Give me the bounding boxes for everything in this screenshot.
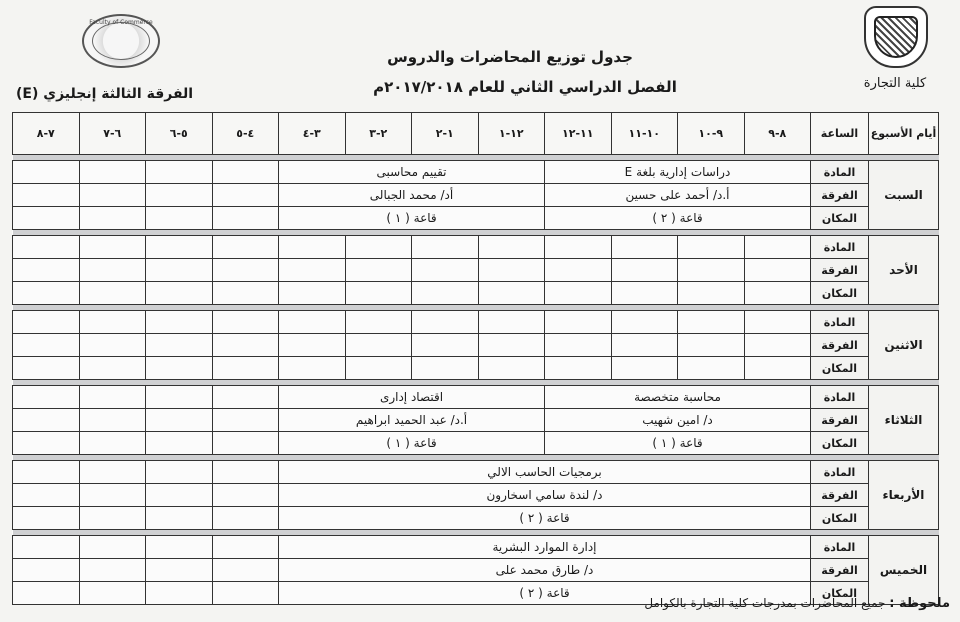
- course-subject: إدارة الموارد البشرية: [279, 536, 811, 559]
- days-corner-header: أيام الأسبوع: [869, 113, 939, 155]
- empty-slot: [212, 507, 279, 530]
- empty-slot: [212, 432, 279, 455]
- row-label: المادة: [811, 461, 869, 484]
- logo-ring: [92, 22, 150, 60]
- row-label: المكان: [811, 207, 869, 230]
- empty-slot: [545, 236, 612, 259]
- row-label: المادة: [811, 386, 869, 409]
- course-room: قاعة ( ٢ ): [279, 507, 811, 530]
- empty-slot: [412, 334, 479, 357]
- header-row: [13, 113, 939, 155]
- empty-slot: [146, 259, 213, 282]
- empty-slot: [412, 282, 479, 305]
- empty-slot: [79, 207, 146, 230]
- empty-slot: [79, 536, 146, 559]
- empty-slot: [478, 311, 545, 334]
- day-name: الخميس: [869, 536, 939, 605]
- schedule-row: [13, 357, 939, 380]
- empty-slot: [545, 282, 612, 305]
- time-slot-header: ٧-٨: [13, 113, 80, 155]
- empty-slot: [13, 484, 80, 507]
- empty-slot: [79, 184, 146, 207]
- time-slot-header: ٦-٧: [79, 113, 146, 155]
- empty-slot: [13, 334, 80, 357]
- empty-slot: [345, 357, 412, 380]
- row-label: الفرقة: [811, 484, 869, 507]
- empty-slot: [744, 311, 811, 334]
- row-label: المكان: [811, 357, 869, 380]
- empty-slot: [13, 386, 80, 409]
- empty-slot: [146, 386, 213, 409]
- course-subject: دراسات إدارية بلغة E: [545, 161, 811, 184]
- course-room: قاعة ( ١ ): [279, 432, 545, 455]
- schedule-table: [12, 112, 939, 605]
- empty-slot: [478, 236, 545, 259]
- empty-slot: [13, 311, 80, 334]
- empty-slot: [545, 259, 612, 282]
- empty-slot: [345, 311, 412, 334]
- time-slot-header: ٨-٩: [744, 113, 811, 155]
- empty-slot: [146, 184, 213, 207]
- empty-slot: [146, 559, 213, 582]
- empty-slot: [79, 559, 146, 582]
- faculty-logo-icon: [82, 14, 160, 68]
- course-lecturer: د/ امين شهيب: [545, 409, 811, 432]
- empty-slot: [79, 259, 146, 282]
- empty-slot: [146, 461, 213, 484]
- row-label: المكان: [811, 432, 869, 455]
- time-slot-header: ٩-١٠: [678, 113, 745, 155]
- empty-slot: [212, 184, 279, 207]
- row-label: المادة: [811, 236, 869, 259]
- schedule-row: [13, 236, 939, 259]
- empty-slot: [678, 311, 745, 334]
- empty-slot: [611, 311, 678, 334]
- empty-slot: [478, 259, 545, 282]
- empty-slot: [79, 507, 146, 530]
- schedule-row: [13, 184, 939, 207]
- empty-slot: [212, 282, 279, 305]
- course-subject: اقتصاد إدارى: [279, 386, 545, 409]
- day-name: السبت: [869, 161, 939, 230]
- empty-slot: [678, 282, 745, 305]
- course-lecturer: د/ طارق محمد على: [279, 559, 811, 582]
- empty-slot: [146, 536, 213, 559]
- empty-slot: [146, 334, 213, 357]
- empty-slot: [678, 334, 745, 357]
- empty-slot: [412, 236, 479, 259]
- empty-slot: [146, 432, 213, 455]
- row-label: المادة: [811, 536, 869, 559]
- empty-slot: [79, 461, 146, 484]
- empty-slot: [79, 386, 146, 409]
- course-lecturer: د/ لندة سامي اسخارون: [279, 484, 811, 507]
- row-label: الفرقة: [811, 334, 869, 357]
- empty-slot: [13, 282, 80, 305]
- course-room: قاعة ( ١ ): [279, 207, 545, 230]
- time-slot-header: ٥-٦: [146, 113, 213, 155]
- empty-slot: [212, 582, 279, 605]
- empty-slot: [345, 334, 412, 357]
- empty-slot: [212, 484, 279, 507]
- schedule-row: [13, 536, 939, 559]
- empty-slot: [212, 409, 279, 432]
- schedule-row: [13, 386, 939, 409]
- day-name: الأربعاء: [869, 461, 939, 530]
- empty-slot: [412, 357, 479, 380]
- schedule-row: [13, 484, 939, 507]
- day-name: الثلاثاء: [869, 386, 939, 455]
- empty-slot: [345, 259, 412, 282]
- empty-slot: [678, 236, 745, 259]
- time-slot-header: ٢-٣: [345, 113, 412, 155]
- schedule-row: [13, 161, 939, 184]
- time-slot-header: ١١-١٢: [545, 113, 612, 155]
- empty-slot: [212, 259, 279, 282]
- empty-slot: [146, 161, 213, 184]
- day-name: الأحد: [869, 236, 939, 305]
- course-room: قاعة ( ١ ): [545, 432, 811, 455]
- empty-slot: [13, 432, 80, 455]
- empty-slot: [611, 357, 678, 380]
- footnote: [560, 596, 950, 611]
- empty-slot: [13, 536, 80, 559]
- empty-slot: [146, 484, 213, 507]
- empty-slot: [279, 259, 346, 282]
- empty-slot: [146, 357, 213, 380]
- empty-slot: [212, 334, 279, 357]
- row-label: المكان: [811, 282, 869, 305]
- empty-slot: [279, 357, 346, 380]
- empty-slot: [545, 334, 612, 357]
- empty-slot: [212, 536, 279, 559]
- schedule-row: [13, 432, 939, 455]
- row-label: المكان: [811, 507, 869, 530]
- empty-slot: [146, 507, 213, 530]
- empty-slot: [13, 357, 80, 380]
- empty-slot: [13, 409, 80, 432]
- crest-inner: [874, 16, 918, 58]
- empty-slot: [212, 461, 279, 484]
- empty-slot: [79, 432, 146, 455]
- empty-slot: [79, 161, 146, 184]
- empty-slot: [79, 236, 146, 259]
- row-label: الفرقة: [811, 259, 869, 282]
- schedule-row: [13, 259, 939, 282]
- empty-slot: [146, 236, 213, 259]
- university-crest-icon: [864, 6, 928, 68]
- empty-slot: [212, 207, 279, 230]
- course-subject: تقييم محاسبى: [279, 161, 545, 184]
- empty-slot: [79, 484, 146, 507]
- schedule-row: [13, 334, 939, 357]
- empty-slot: [744, 259, 811, 282]
- course-lecturer: أ.د/ أحمد على حسين: [545, 184, 811, 207]
- schedule-row: [13, 207, 939, 230]
- empty-slot: [146, 282, 213, 305]
- empty-slot: [13, 582, 80, 605]
- semester-title: الفصل الدراسي الثاني للعام ٢٠١٧/٢٠١٨م: [373, 78, 677, 96]
- time-slot-header: ٣-٤: [279, 113, 346, 155]
- empty-slot: [279, 282, 346, 305]
- empty-slot: [146, 582, 213, 605]
- empty-slot: [13, 236, 80, 259]
- empty-slot: [212, 559, 279, 582]
- empty-slot: [611, 259, 678, 282]
- empty-slot: [79, 357, 146, 380]
- empty-slot: [412, 311, 479, 334]
- empty-slot: [545, 311, 612, 334]
- schedule-row: [13, 461, 939, 484]
- row-label: المادة: [811, 161, 869, 184]
- empty-slot: [146, 207, 213, 230]
- row-label: الفرقة: [811, 184, 869, 207]
- day-name: الاثنين: [869, 311, 939, 380]
- empty-slot: [279, 236, 346, 259]
- empty-slot: [13, 259, 80, 282]
- empty-slot: [611, 236, 678, 259]
- empty-slot: [212, 161, 279, 184]
- empty-slot: [212, 236, 279, 259]
- empty-slot: [13, 461, 80, 484]
- footnote-text: جميع المحاضرات بمدرجات كلية التجارة بالكوامل: [644, 596, 886, 610]
- empty-slot: [744, 282, 811, 305]
- empty-slot: [13, 507, 80, 530]
- row-label: المكان: [811, 582, 869, 605]
- empty-slot: [146, 409, 213, 432]
- empty-slot: [345, 282, 412, 305]
- course-room: قاعة ( ٢ ): [279, 582, 811, 605]
- row-label: الفرقة: [811, 409, 869, 432]
- document-title: جدول توزيع المحاضرات والدروس: [387, 48, 633, 66]
- empty-slot: [478, 334, 545, 357]
- empty-slot: [79, 409, 146, 432]
- time-slot-header: ٤-٥: [212, 113, 279, 155]
- schedule-row: [13, 409, 939, 432]
- time-header: الساعة: [811, 113, 869, 155]
- empty-slot: [212, 311, 279, 334]
- schedule-row: [13, 507, 939, 530]
- empty-slot: [744, 334, 811, 357]
- empty-slot: [478, 357, 545, 380]
- empty-slot: [146, 311, 213, 334]
- empty-slot: [279, 311, 346, 334]
- course-lecturer: أد/ محمد الجبالى: [279, 184, 545, 207]
- course-subject: برمجيات الحاسب الالي: [279, 461, 811, 484]
- schedule-row: [13, 559, 939, 582]
- schedule-row: [13, 282, 939, 305]
- course-lecturer: أ.د/ عبد الحميد ابراهيم: [279, 409, 545, 432]
- footnote-label: ملحوظة :: [889, 596, 950, 611]
- empty-slot: [678, 259, 745, 282]
- empty-slot: [279, 334, 346, 357]
- row-label: الفرقة: [811, 559, 869, 582]
- row-label: المادة: [811, 311, 869, 334]
- empty-slot: [744, 357, 811, 380]
- empty-slot: [13, 207, 80, 230]
- empty-slot: [678, 357, 745, 380]
- empty-slot: [79, 282, 146, 305]
- course-room: قاعة ( ٢ ): [545, 207, 811, 230]
- empty-slot: [478, 282, 545, 305]
- empty-slot: [412, 259, 479, 282]
- time-slot-header: ١٢-١: [478, 113, 545, 155]
- empty-slot: [13, 559, 80, 582]
- empty-slot: [611, 334, 678, 357]
- schedule-row: [13, 311, 939, 334]
- empty-slot: [79, 334, 146, 357]
- logo-lettering: Faculty of Commerce: [89, 19, 153, 26]
- empty-slot: [212, 386, 279, 409]
- course-subject: محاسبة متخصصة: [545, 386, 811, 409]
- empty-slot: [79, 582, 146, 605]
- time-slot-header: ١-٢: [412, 113, 479, 155]
- empty-slot: [545, 357, 612, 380]
- empty-slot: [13, 184, 80, 207]
- empty-slot: [611, 282, 678, 305]
- empty-slot: [79, 311, 146, 334]
- empty-slot: [744, 236, 811, 259]
- empty-slot: [13, 161, 80, 184]
- empty-slot: [345, 236, 412, 259]
- group-name: الفرقة الثالثة إنجليزي (E): [16, 86, 194, 102]
- empty-slot: [212, 357, 279, 380]
- time-slot-header: ١٠-١١: [611, 113, 678, 155]
- college-name: كلية التجارة: [863, 76, 927, 91]
